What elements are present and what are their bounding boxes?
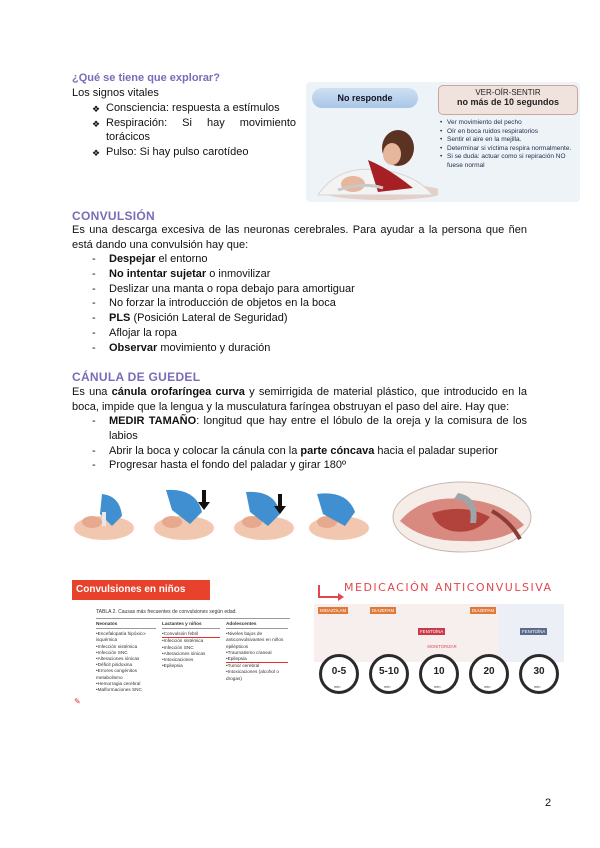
convulsion-step: - PLS (Posición Lateral de Seguridad) [92, 311, 522, 326]
insertion-step-2 [154, 490, 214, 540]
vos-bullet: • Si se duda: actuar como si repiración NO fuese normal [440, 153, 578, 170]
vos-bullet: • Oír en boca ruidos respiratorios [440, 128, 578, 137]
convulsion-step: - No forzar la introducción de objetos en la boca [92, 296, 522, 311]
ver-oir-sentir-title: VER-OÍR-SENTIR [475, 88, 541, 97]
guedel-insertion-sequence [72, 486, 372, 548]
page-number: 2 [545, 797, 552, 809]
vos-bullet: • Ver movimiento del pecho [440, 119, 578, 128]
guedel-anatomy-image [392, 481, 532, 553]
stopwatch-unit: min [334, 684, 341, 689]
table-col-lactantes: Lactantes y niños • Convulsión febril • Infección sistémica • Infección SNC • Alteraciones iónicas • Intoxicaciones • Epilepsia [162, 621, 220, 693]
vitals-intro: Los signos vitales [72, 87, 159, 99]
stopwatch-20: 20 [469, 654, 509, 694]
vitals-item-pulso: ❖ Pulso: Si hay pulso carotídeo [92, 145, 296, 160]
convulsiones-ninos-title: Convulsiones en niños [72, 580, 210, 600]
guedel-heading: CÁNULA DE GUEDEL [72, 370, 201, 384]
table-col-neonatos: Neonatos • Encefalopatía hipóxico-isquémica • Infección sistémica • Infección SNC • Alteraciones iónicas • Déficit piridoxina • Errores congénitos metabolismo • Hemorragia cerebral • Malformaciones SNC [96, 621, 156, 693]
rescuer-illustration [308, 110, 438, 202]
guedel-step-medir: - MEDIR TAMAÑO: longitud que hay entre el lóbulo de la oreja y la comisura de los labios [92, 414, 527, 444]
guedel-intro: Es una cánula orofaríngea curva y semirrigida de material plástico, que introducido en la boca, impide que la lengua y la musculatura faríngea obstruyan el paso del aire. Hay que: [72, 386, 527, 413]
ver-oir-sentir-list [440, 119, 578, 171]
vitals-list [92, 101, 296, 159]
stopwatch-30: 30 [519, 654, 559, 694]
convulsion-step: - Deslizar una manta o ropa debajo para amortiguar [92, 282, 522, 297]
vitals-question-heading: ¿Qué se tiene que explorar? [72, 72, 220, 84]
stopwatch-5-10: 5-10 [369, 654, 409, 694]
no-responde-label: No responde [312, 88, 418, 108]
convulsion-intro: Es una descarga excesiva de las neuronas cerebrales. Para ayudar a la persona que ñen está dando una convulsión hay que: [72, 224, 527, 251]
med-tag: FENITOÍNA [420, 629, 444, 634]
stopwatch-unit: min [484, 684, 491, 689]
table-col-adolescentes: Adolescentes • Niveles bajos de anticonvulsivantes en niños epilépticos • Traumatismo craneal • Epilepsia • Tumor cerebral • Intoxicaciones (alcohol o drogas) [226, 621, 288, 693]
vos-bullet: • Sentir el aire en la mejilla. [440, 136, 578, 145]
stopwatch-0-5: 0-5 [319, 654, 359, 694]
medicacion-title: MEDICACIÓN ANTICONVULSIVA [344, 581, 553, 594]
convulsion-step: - Observar movimiento y duración [92, 341, 522, 356]
table-caption: TABLA 2. Causas más frecuentes de convulsiones según edad. [96, 609, 237, 615]
monitorizar-label: MONITORIZAR [427, 644, 457, 649]
vitals-item-consciencia: ❖ Consciencia: respuesta a estímulos [92, 101, 296, 116]
stopwatch-unit: min [434, 684, 441, 689]
pencil-icon: ✎ [74, 697, 81, 706]
stopwatch-10: 10 [419, 654, 459, 694]
ver-oir-sentir-box [438, 85, 578, 115]
guedel-step-abrir: - Abrir la boca y colocar la cánula con la parte cóncava hacia el paladar superior [92, 444, 527, 459]
medication-timeline [314, 604, 564, 692]
stopwatch-unit: min [384, 684, 391, 689]
med-tag: DIAZEPAM [472, 608, 495, 613]
no-mas-10-segundos: no más de 10 segundos [456, 97, 560, 107]
guedel-step-progresar: - Progresar hasta el fondo del paladar y girar 180º [92, 458, 527, 473]
guedel-steps [92, 414, 527, 473]
med-tag: MIDAZOLAM [320, 608, 347, 613]
vos-bullet: • Determinar si víctima respira normalmente. [440, 145, 578, 154]
vitals-item-respiracion: ❖ Respiración: Si hay movimiento torácicos [92, 116, 296, 145]
convulsiones-causes-table [96, 609, 290, 693]
insertion-step-3 [234, 492, 294, 540]
med-tag: DIAZEPAM [372, 608, 395, 613]
convulsion-steps [92, 252, 522, 356]
convulsion-step: - Aflojar la ropa [92, 326, 522, 341]
insertion-step-1 [74, 494, 134, 540]
convulsion-step: - No intentar sujetar o inmovilizar [92, 267, 522, 282]
vital-signs-image [306, 82, 580, 202]
med-tag: FENITOÍNA [522, 629, 546, 634]
convulsion-heading: CONVULSIÓN [72, 209, 156, 223]
stopwatch-unit: min [534, 684, 541, 689]
convulsion-step: - Despejar el entorno [92, 252, 522, 267]
arrow-icon [316, 583, 346, 603]
insertion-step-4 [309, 493, 369, 540]
